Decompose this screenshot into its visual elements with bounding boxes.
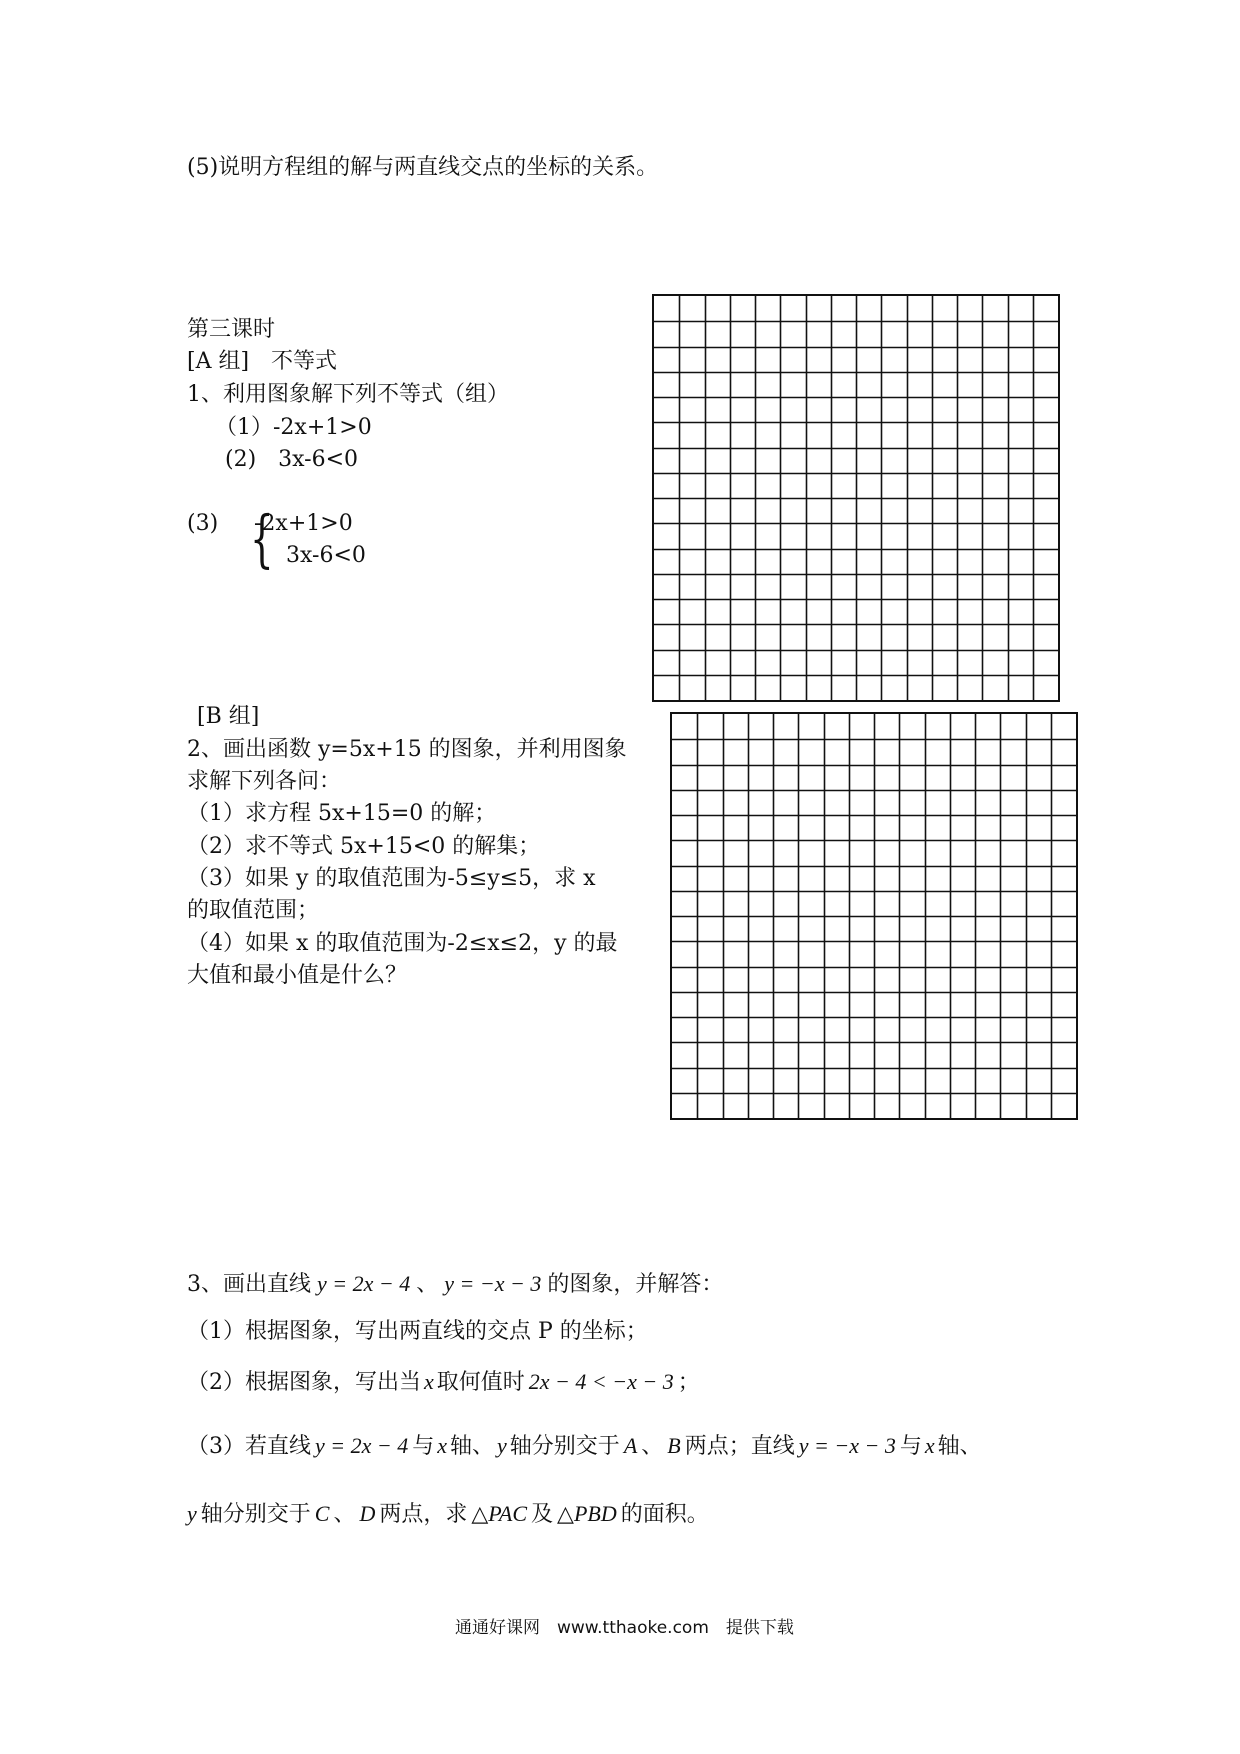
q2-item1: （1）求方程 5x+15=0 的解； xyxy=(187,801,497,826)
q3-sub1: （1）根据图象，写出两直线的交点 P 的坐标； xyxy=(187,1319,648,1344)
lesson-title: 第三课时 xyxy=(187,317,276,342)
q3-sub3-text-d: 轴分别交于 xyxy=(509,1434,620,1459)
q3-line2-text-e: 的面积。 xyxy=(620,1502,709,1527)
q3-sub3-point-b: B xyxy=(667,1433,681,1458)
graph-grid-2 xyxy=(670,712,1078,1120)
q1-item2: (2) 3x-6<0 xyxy=(225,447,359,472)
q3-triangle-pac: △PAC xyxy=(471,1501,528,1526)
q2-item3-line2: 的取值范围； xyxy=(187,898,320,923)
q2-item4-line2: 大值和最小值是什么？ xyxy=(187,963,408,988)
q3-line2-text-a: 轴分别交于 xyxy=(200,1502,311,1527)
q3-triangle-pbd: △PBD xyxy=(557,1501,617,1526)
q3-sub2-end: ； xyxy=(677,1370,700,1395)
q2-line2: 求解下列各问： xyxy=(187,769,342,794)
q2-line1: 2、画出函数 y=5x+15 的图象，并利用图象 xyxy=(187,737,627,762)
q1-item3-label: (3) xyxy=(187,511,219,536)
q3-prefix: 3、画出直线 xyxy=(187,1272,311,1297)
q3-sub3-text-g: 与 xyxy=(899,1434,922,1459)
q3-sub3-var-x2: x xyxy=(924,1433,935,1458)
q3-sub2-var-x: x xyxy=(424,1369,434,1394)
q3-sub3-var-y: y xyxy=(497,1433,507,1458)
q3-sep: 、 xyxy=(416,1272,439,1297)
q3-sub3-text-c: 轴、 xyxy=(450,1434,495,1459)
q3-sub3-text-a: （3）若直线 xyxy=(187,1434,311,1459)
q1-stem: 1、利用图象解下列不等式（组） xyxy=(187,382,509,407)
grid-2-lines xyxy=(672,714,1076,1118)
q3-sub3-var-x: x xyxy=(437,1433,448,1458)
group-a-title: [A 组] 不等式 xyxy=(187,349,338,374)
q3-sub3-text-h: 轴、 xyxy=(937,1434,982,1459)
q3-suffix: 的图象，并解答： xyxy=(547,1272,724,1297)
q1-item3-line1: -2x+1>0 xyxy=(254,511,353,536)
footer-source: 通通好课网 www.tthaoke.com 提供下载 xyxy=(455,1618,794,1638)
q1-item3-line2: 3x-6<0 xyxy=(286,543,366,568)
q3-line2-text-c: 两点，求 xyxy=(379,1502,468,1527)
group-b-title: [B 组] xyxy=(197,704,260,729)
q1-item1: （1）-2x+1>0 xyxy=(215,415,372,440)
q3-sub3-text-b: 与 xyxy=(412,1434,435,1459)
q2-item4-line1: （4）如果 x 的取值范围为-2≤x≤2，y 的最 xyxy=(187,931,618,956)
q3-sub3-eq2: y = −x − 3 xyxy=(798,1433,896,1458)
q3-line2-point-c: C xyxy=(314,1501,330,1526)
q3-sub2-text-b: 取何值时 xyxy=(436,1370,525,1395)
q3-sub2-text-a: （2）根据图象，写出当 xyxy=(187,1370,421,1395)
q3-sub3-text-f: 两点；直线 xyxy=(684,1434,795,1459)
system-brace-icon: { xyxy=(250,502,274,575)
q3-eq2: y = −x − 3 xyxy=(444,1271,542,1296)
grid-1-lines xyxy=(654,296,1058,700)
q2-item2: （2）求不等式 5x+15<0 的解集； xyxy=(187,834,541,859)
q3-line2-text-b: 、 xyxy=(333,1502,356,1527)
q3-sub2-inequality: 2x − 4 < −x − 3 xyxy=(528,1369,674,1394)
q3-sub2 xyxy=(187,1368,700,1398)
graph-grid-1 xyxy=(652,294,1060,702)
q3-sub3 xyxy=(187,1432,982,1462)
q3-line2-point-d: D xyxy=(359,1501,376,1526)
q3-sub3-text-e: 、 xyxy=(641,1434,664,1459)
q3-line2-text-d: 及 xyxy=(531,1502,554,1527)
q3-sub3-eq1: y = 2x − 4 xyxy=(315,1433,409,1458)
q3-sub3-point-a: A xyxy=(623,1433,638,1458)
q2-item3-line1: （3）如果 y 的取值范围为-5≤y≤5，求 x xyxy=(187,866,596,891)
q3-eq1: y = 2x − 4 xyxy=(317,1271,411,1296)
q3-stem xyxy=(187,1270,723,1300)
q3-sub3-line2 xyxy=(187,1500,709,1530)
part5-text: (5)说明方程组的解与两直线交点的坐标的关系。 xyxy=(187,155,659,180)
q3-line2-var-y: y xyxy=(187,1501,197,1526)
